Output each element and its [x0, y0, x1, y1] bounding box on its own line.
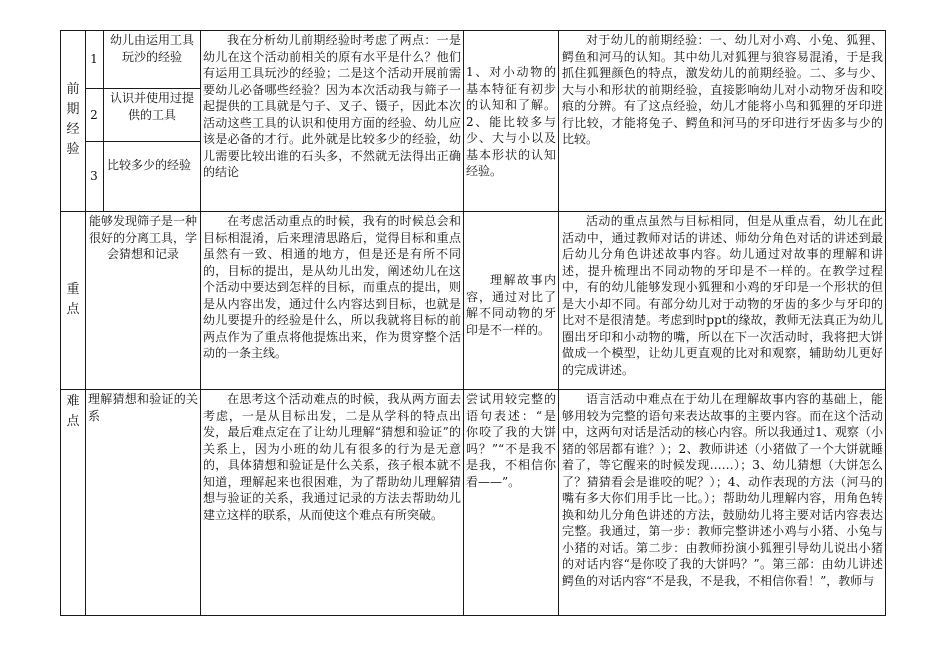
item-number: 3	[90, 169, 98, 183]
rule-left	[60, 30, 61, 616]
rule-number-col	[103, 30, 104, 211]
focus-goal-content: 理解故事内容，通过对比了解不同动物的牙印是不一样的。	[466, 273, 556, 337]
difficulty-analysis: 在思考这个活动难点的时候，我从两方面去考虑，一是从目标出发，二是从学科的特点出发，最后难点定在了让幼儿理解“猜想和验证”的关系上，因为小班的幼儿有很多的行为是无意的，具体猜想和验证是什么关系，孩子根本就不知道，理解起来也很困难，为了帮助幼儿理解猜想与验证的关系，我通过记录的方法去帮助幼儿建立这样的联系，从而使这个难点有所突破。	[203, 392, 461, 522]
rule-exp-focus	[60, 211, 885, 212]
rule-top	[60, 30, 885, 31]
rule-analysis-col	[463, 30, 464, 616]
item-number: 2	[90, 108, 98, 122]
row-label-focus: 重点	[66, 282, 80, 317]
rule-goal2-col	[558, 30, 559, 616]
experience-item: 认识并使用过提供的工具	[109, 91, 194, 122]
row-label-difficulty: 难点	[66, 394, 80, 429]
experience-analysis: 我在分析幼儿前期经验时考虑了两点：一是幼儿在这个活动前相关的原有水平是什么？他们有运用工具玩沙的经验；二是这个活动开展前需要幼儿必备哪些经验？因为本次活动我与筛子一起提供的工具就是勺子、叉子、镊子，因此本次活动这些工具的认识和使用方面的经验、幼儿应该是必备的才行。此外就是比较多少的经验，幼儿需要比较出谁的石头多，不然就无法得出正确的结论	[203, 33, 461, 179]
difficulty-reflection: 语言活动中难点在于幼儿在理解故事内容的基础上，能够用较为完整的语句来表达故事的主要内容。而在这个活动中，这两句对话是活动的核心内容。所以我通过1、观察（小猪的邻居都有谁？）；2、教师讲述（小猪做了一个大饼就睡着了，等它醒来的时候发现……）；3、幼儿猜想（大饼怎么了？猜猜看会是谁咬的呢？）；4、动作表现的方法（河马的嘴有多大你们用手比一比。）；帮助幼儿理解内容，用角色转换和幼儿分角色讲述的方法，鼓励幼儿将主要对话内容表达完整。我通过，第一步：教师完整讲述小鸡与小猪、小兔与小猪的对话。第二步：由教师扮演小狐狸引导幼儿说出小猪的对话内容“是你咬了我的大饼吗？”。第三部：由幼儿讲述鳄鱼的对话内容“不是我，不是我，不相信你看！”，教师与	[562, 392, 883, 588]
row-label-experience: 前期经验	[66, 82, 80, 157]
rule-bottom	[60, 615, 885, 616]
focus-reflection: 活动的重点虽然与目标相同，但是从重点看，幼儿在此活动中，通过教师对话的讲述、师幼分角色对话的讲述到最后幼儿分角色讲述故事内容。幼儿通过对故事的理解和讲述，提升梳理出不同动物的牙印是不一样的。在教学过程中，有的幼儿能够发现小狐狸和小鸡的牙印是一个形状的但是大小却不同。有部分幼儿对于动物的牙齿的多少与牙印的比对不是很清楚。考虑到时ppt的缘故，教师无法真正为幼儿圈出牙印和小动物的嘴，所以在下一次活动时，我将把大饼做成一个模型，让幼儿更直观的比对和观察，辅助幼儿更好的完成讲述。	[562, 214, 883, 377]
experience-item: 比较多少的经验	[107, 158, 192, 172]
item-number: 1	[90, 52, 98, 66]
focus-analysis: 在考虑活动重点的时候，我有的时候总会和目标相混淆，后来理清思路后，觉得目标和重点虽然有一致、相通的地方，但是还是有所不同的，目标的提出，是从幼儿出发，阐述幼儿在这个活动中要达到怎样的目标，而重点的提出，则是从内容出发，通过什么内容达到目标，也就是幼儿要提升的经验是什么，所以我就将目标的前两点作为了重点将他提炼出来，作为贯穿整个活动的一条主线。	[203, 214, 461, 360]
experience-reflection: 对于幼儿的前期经验：一、幼儿对小鸡、小兔、狐狸、鳄鱼和河马的认知。其中幼儿对狐狸与狼容易混淆，于是我抓住狐狸颜色的特点，激发幼儿的前期经验。二、多与少、大与小和形状的前期经验，直接影响幼儿对小动物牙齿和咬痕的分辨。有了这点经验，幼儿才能将小鸟和狐狸的牙印进行比较，才能将兔子、鳄鱼和河马的牙印进行牙齿多与少的比较。	[562, 33, 883, 146]
rule-right	[885, 30, 886, 616]
rule-focus-diff	[60, 389, 885, 390]
experience-item: 幼儿由运用工具玩沙的经验	[109, 33, 194, 64]
difficulty-goal: 理解猜想和验证的关系	[88, 392, 198, 423]
difficulty-goal-content: 尝试用较完整的语句表述：“是你咬了我的大饼吗？”“不是我不是我，不相信你看——”。	[466, 392, 556, 489]
rule-goal-col	[200, 30, 201, 616]
experience-child-experience: 1、对小动物的基本特征有初步的认知和了解。2、能比较多与少、大与小以及基本形状的认知经验。	[466, 65, 556, 178]
focus-goal: 能够发现筛子是一种很好的分离工具，学会猜想和记录	[88, 214, 197, 261]
